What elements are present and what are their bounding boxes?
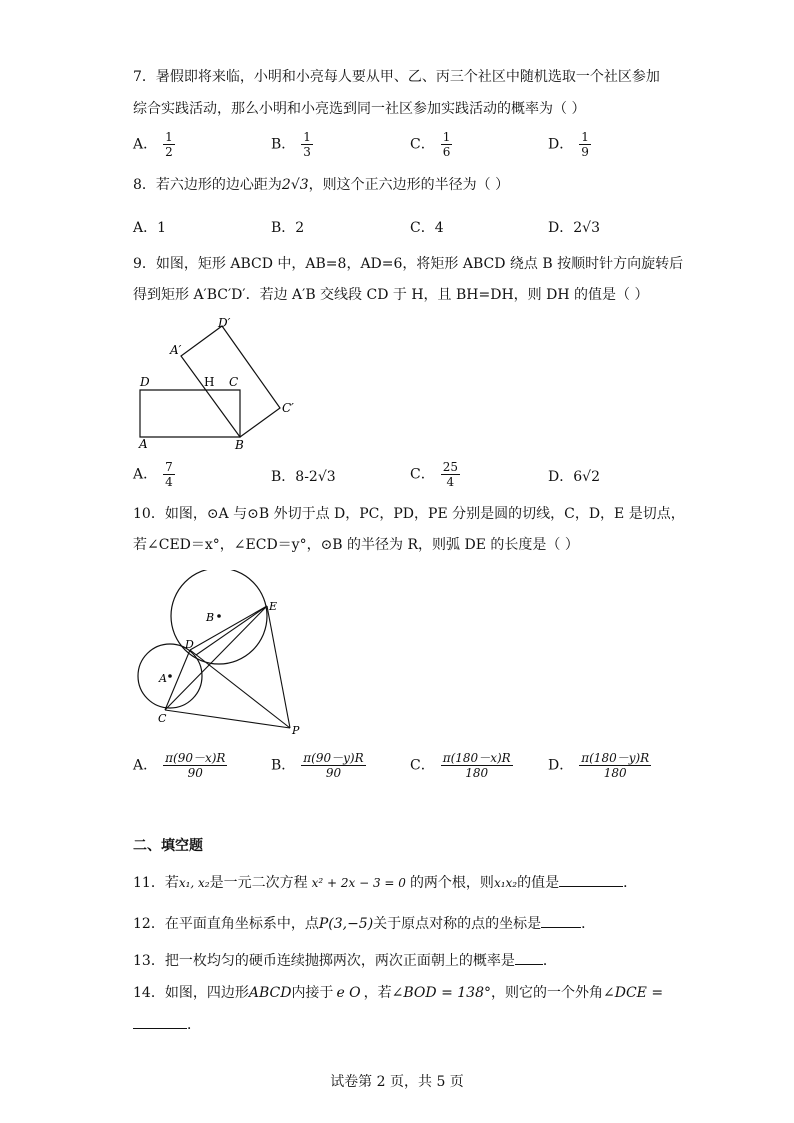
q14-line1: 14．如图，四边形ABCD内接于 e O ，若∠BOD = 138°，则它的一个外角∠DCE = bbox=[133, 985, 664, 1001]
segment-ce bbox=[165, 606, 267, 710]
q10-line2: 若∠CED＝x°，∠ECD＝y°，⊙B 的半径为 R，则弧 DE 的长度是（ ） bbox=[133, 537, 579, 553]
label-d: D bbox=[140, 375, 150, 389]
q14-blank[interactable] bbox=[133, 1014, 187, 1029]
q7-line2: 综合实践活动，那么小明和小亮选到同一社区参加实践活动的概率为（ ） bbox=[133, 101, 586, 117]
q9-option-a: A． $\frac{7}{4}$ bbox=[133, 460, 173, 489]
label-h: H bbox=[204, 375, 215, 389]
label-b: B bbox=[206, 611, 215, 624]
q13-question: 13．把一枚均匀的硬币连续抛掷两次，两次正面朝上的概率是 ． bbox=[133, 950, 557, 971]
q7-line1: 7．暑假即将来临，小明和小亮每人要从甲、乙、丙三个社区中随机选取一个社区参加 bbox=[133, 69, 660, 85]
label-e: E bbox=[269, 600, 278, 613]
label-a: A bbox=[139, 437, 148, 451]
section-title: 二、填空题 bbox=[133, 838, 203, 854]
center-a bbox=[168, 674, 172, 678]
q10-figure bbox=[130, 570, 310, 742]
rect-abcd bbox=[140, 390, 240, 437]
q7-option-c: C． $\frac{1}{6}$ bbox=[410, 130, 451, 159]
label-b: B bbox=[235, 438, 244, 452]
q10-option-d: D． $\frac{\pi(180-y)R}{180}$ bbox=[548, 751, 650, 780]
q9-option-d: D．6√2 bbox=[548, 469, 600, 485]
label-d: D bbox=[185, 638, 194, 651]
tangent-pe bbox=[267, 606, 290, 728]
q12-blank[interactable] bbox=[541, 913, 581, 928]
q11-question: 11．若x₁, x₂是一元二次方程 x² + 2x − 3 = 0 的两个根，则x₁x₂的值是 ． bbox=[133, 872, 637, 893]
q9-line2: 得到矩形 A′BC′D′．若边 A′B 交线段 CD 于 H，且 BH=DH，则 DH 的值是（ ） bbox=[133, 287, 649, 303]
q8-option-d: D．2√3 bbox=[548, 220, 600, 236]
segment-cd bbox=[165, 650, 190, 710]
label-c: C bbox=[229, 375, 239, 389]
page-footer: 试卷第 2 页，共 5 页 bbox=[330, 1074, 464, 1090]
q9-figure bbox=[128, 312, 308, 454]
q14-line2: ． bbox=[133, 1014, 201, 1035]
q7-option-a: A． $\frac{1}{2}$ bbox=[133, 130, 173, 159]
q8-option-a: A．1 bbox=[133, 220, 167, 236]
q8-option-c: C．4 bbox=[410, 220, 444, 236]
label-c-prime: C′ bbox=[282, 401, 294, 415]
label-a: A bbox=[159, 672, 167, 685]
q7-option-b: B． $\frac{1}{3}$ bbox=[271, 130, 311, 159]
q9-option-b: B．8-2√3 bbox=[271, 469, 336, 485]
label-a-prime: A′ bbox=[170, 343, 182, 357]
q11-blank[interactable] bbox=[559, 872, 623, 887]
q9-line1: 9．如图，矩形 ABCD 中，AB=8，AD=6，将矩形 ABCD 绕点 B 按顺时针方向旋转后 bbox=[133, 256, 684, 272]
q8-option-b: B．2 bbox=[271, 220, 305, 236]
label-c: C bbox=[158, 712, 167, 725]
q10-option-a: A． $\frac{\pi(90-x)R}{90}$ bbox=[133, 751, 226, 780]
q12-question: 12．在平面直角坐标系中，点P(3,−5)关于原点对称的点的坐标是 ． bbox=[133, 913, 595, 934]
center-b bbox=[217, 614, 221, 618]
q7-option-d: D． $\frac{1}{9}$ bbox=[548, 130, 589, 159]
label-p: P bbox=[292, 724, 300, 737]
segment-de bbox=[190, 606, 267, 650]
q10-line1: 10．如图，⊙A 与⊙B 外切于点 D，PC，PD，PE 分别是圆的切线，C，D，E 是切点， bbox=[133, 506, 685, 522]
q10-option-c: C． $\frac{\pi(180-x)R}{180}$ bbox=[410, 751, 511, 780]
q13-blank[interactable] bbox=[515, 950, 543, 965]
q9-option-c: C． $\frac{25}{4}$ bbox=[410, 460, 458, 489]
label-d-prime: D′ bbox=[218, 316, 231, 330]
q10-option-b: B． $\frac{\pi(90-y)R}{90}$ bbox=[271, 751, 364, 780]
q8-question: 8．若六边形的边心距为2√3，则这个正六边形的半径为（ ） bbox=[133, 177, 510, 193]
